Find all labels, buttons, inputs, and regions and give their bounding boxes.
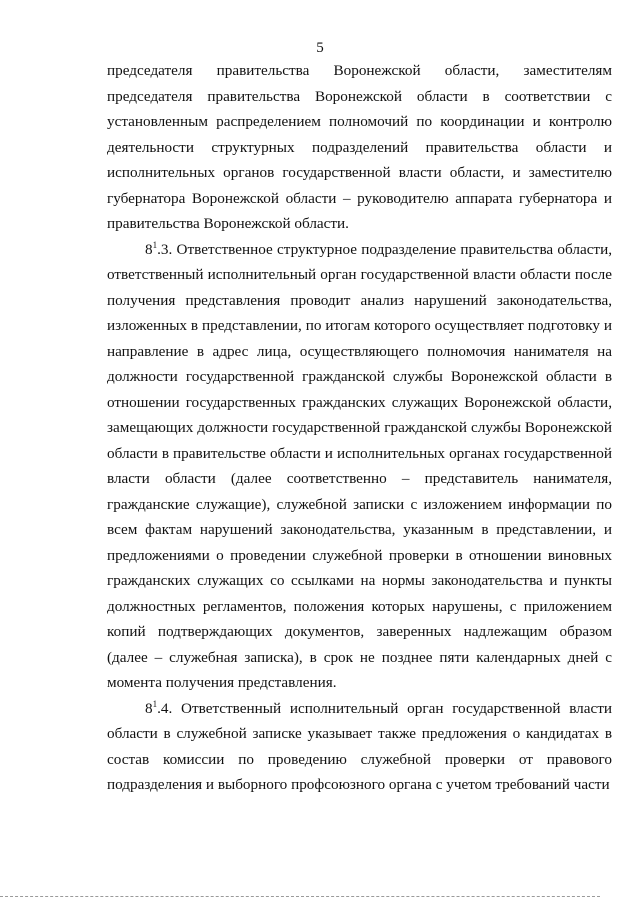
- clause-number-tail: .4.: [157, 699, 182, 717]
- page-number: 5: [316, 40, 324, 56]
- paragraph-continuation: [107, 58, 612, 237]
- document-body: [107, 58, 612, 798]
- clause-number-tail: .3.: [157, 240, 177, 258]
- paragraph-text: председателя правительства Воронежской области, заместителям председателя правительства Воронежской области в соответствии с установленным распределением полномочий по координации и контролю деятельности структурных подразделений правительства области и исполнительных органов государственной власти области, и заместителю губернатора Воронежской области – руководителю аппарата губернатора и правительства Воронежской области.: [107, 62, 612, 232]
- clause-number-base: 8: [145, 240, 153, 258]
- paragraph-text: Ответственное структурное подразделение правительства области, ответственный исполнительный орган государственной власти области после получения представления проводит анализ нарушений законодательства, изложенных в представлении, по итогам которого осуществляет подготовку и направление в адрес лица, осуществляющего полномочия нанимателя на должности государственной гражданской службы Воронежской области в отношении государственных гражданских служащих Воронежской области, замещающих должности государственной гражданской службы Воронежской области в правительстве области и исполнительных органах государственной власти области (далее соответственно – представитель нанимателя, гражданские служащие), служебной записки с изложением информации по всем фактам нарушений законодательства, указанным в представлении, и предложениями о проведении служебной проверки в отношении виновных гражданских служащих со ссылками на нормы законодательства и пункты должностных регламентов, положения которых нарушены, с приложением копий подтверждающих документов, заверенных надлежащим образом (далее – служебная записка), в срок не позднее пяти календарных дней с момента получения представления.: [107, 240, 612, 691]
- scan-edge-divider: [0, 896, 600, 897]
- clause-number-superscript: 1: [152, 239, 158, 250]
- clause-number-superscript: 1: [152, 698, 158, 709]
- paragraph-8-1-4: [107, 696, 612, 798]
- paragraph-text: Ответственный исполнительный орган государственной власти области в служебной записке указывает также предложения о кандидатах в состав комиссии по проведению служебной проверки от правового подразделения и выборного профсоюзного органа с учетом требований части: [107, 699, 612, 793]
- paragraph-8-1-3: [107, 237, 612, 696]
- clause-number-base: 8: [145, 699, 153, 717]
